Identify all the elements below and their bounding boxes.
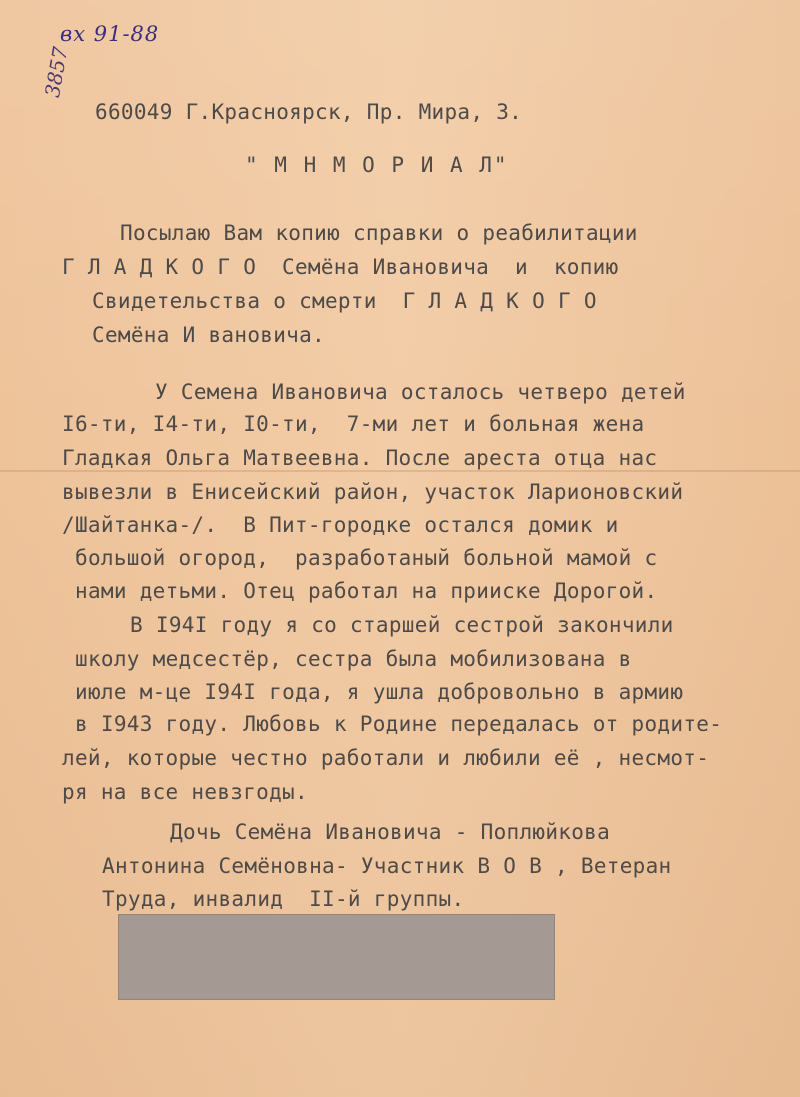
redacted-block bbox=[118, 914, 555, 1000]
text-line: ря на все невзгоды. bbox=[62, 780, 308, 804]
text-line: нами детьми. Отец работал на прииске Дорогой. bbox=[75, 579, 658, 603]
text-line: Г Л А Д К О Г О Семёна Ивановича и копию bbox=[62, 255, 619, 279]
text-line: школу медсестёр, сестра была мобилизована в bbox=[75, 647, 632, 671]
addressee-title: " М Н М О Р И А Л" bbox=[245, 153, 509, 177]
text-line: июле м-це I94I года, я ушла добровольно в армию bbox=[75, 680, 684, 704]
signature-line: Дочь Семёна Ивановича - Поплюйкова bbox=[170, 820, 611, 844]
handwritten-margin-number: 3857 bbox=[40, 44, 73, 100]
text-line: вывезли в Енисейский район, участок Ларионовский bbox=[62, 480, 684, 504]
text-line: большой огород, разработаный больной мамой с bbox=[75, 546, 658, 570]
text-line: лей, которые честно работали и любили её , несмот- bbox=[62, 746, 710, 770]
text-line: I6-ти, I4-ти, I0-ти, 7-ми лет и больная жена bbox=[62, 412, 645, 436]
text-line: Гладкая Ольга Матвеевна. После ареста отца нас bbox=[62, 446, 658, 470]
handwritten-registration-mark: вх 91-88 bbox=[60, 22, 160, 46]
paper-fold-line bbox=[0, 470, 800, 472]
text-line: Посылаю Вам копию справки о реабилитации bbox=[120, 221, 638, 245]
sender-address: 660049 Г.Красноярск, Пр. Мира, 3. bbox=[95, 100, 523, 124]
text-line: Семёна И вановича. bbox=[92, 323, 325, 347]
text-line: В I94I году я со старшей сестрой закончили bbox=[130, 613, 674, 637]
text-line: Свидетельства о смерти Г Л А Д К О Г О bbox=[92, 289, 597, 313]
signature-line: Антонина Семёновна- Участник В О В , Ветеран bbox=[102, 854, 672, 878]
text-line: в I943 году. Любовь к Родине передалась от родите- bbox=[75, 712, 723, 736]
signature-line: Труда, инвалид II-й группы. bbox=[102, 887, 465, 911]
text-line: /Шайтанка-/. В Пит-городке остался домик и bbox=[62, 513, 619, 537]
text-line: У Семена Ивановича осталось четверо детей bbox=[155, 380, 686, 404]
